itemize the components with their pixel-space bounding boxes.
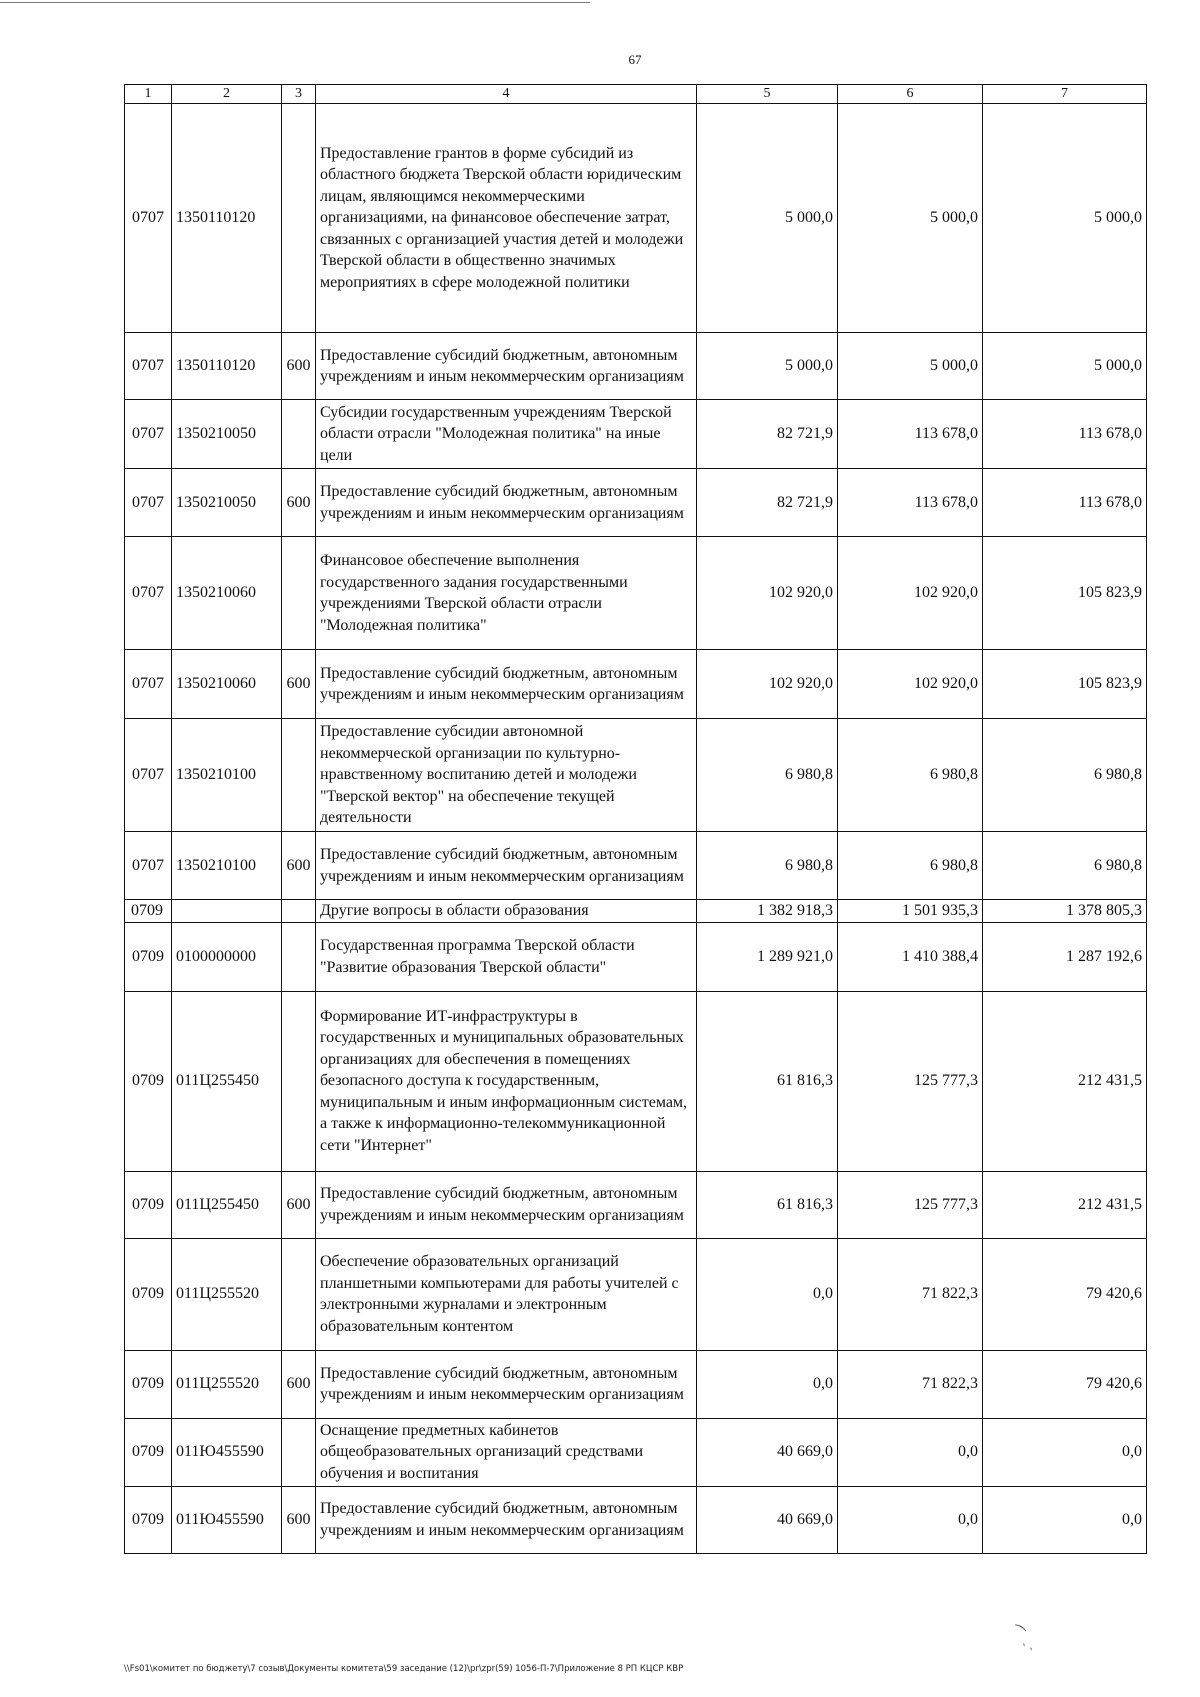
section-code: 0707 <box>125 104 172 333</box>
amount-col5: 0,0 <box>697 1350 838 1418</box>
expense-type-code <box>282 1238 316 1350</box>
amount-col5: 0,0 <box>697 1238 838 1350</box>
section-code: 0707 <box>125 400 172 469</box>
scan-artifact: ⁀ ˎ ˏ <box>1008 1625 1040 1652</box>
section-code: 0707 <box>125 469 172 537</box>
amount-col6: 102 920,0 <box>838 650 983 719</box>
amount-col7: 0,0 <box>983 1486 1147 1553</box>
amount-col5: 5 000,0 <box>697 333 838 400</box>
expense-type-code: 600 <box>282 469 316 537</box>
target-article-code: 1350110120 <box>172 104 282 333</box>
target-article-code: 1350210100 <box>172 832 282 900</box>
page-number: 67 <box>628 52 642 67</box>
section-code: 0707 <box>125 832 172 900</box>
table-row <box>125 104 1147 333</box>
section-code: 0707 <box>125 719 172 832</box>
amount-col5: 102 920,0 <box>697 650 838 719</box>
amount-col7: 0,0 <box>983 1418 1147 1486</box>
table-row <box>125 1350 1147 1418</box>
amount-col7: 79 420,6 <box>983 1238 1147 1350</box>
amount-col7: 212 431,5 <box>983 1171 1147 1238</box>
column-header: 2 <box>172 85 282 104</box>
amount-col7: 6 980,8 <box>983 719 1147 832</box>
column-header: 1 <box>125 85 172 104</box>
target-article-code: 1350210060 <box>172 537 282 650</box>
row-description: Предоставление субсидий бюджетным, автономным учреждениям и иным некоммерческим организациям <box>316 469 697 537</box>
row-description: Формирование ИТ-инфраструктуры в государственных и муниципальных образовательных организациях для обеспечения в помещениях безопасного доступа к государственным, муниципальным и иным информационным системам, а также к информационно-телекоммуникационной сети "Интернет" <box>316 991 697 1171</box>
target-article-code: 011Ц255520 <box>172 1350 282 1418</box>
amount-col6: 1 501 935,3 <box>838 900 983 923</box>
amount-col7: 212 431,5 <box>983 991 1147 1171</box>
footer-file-path: \\Fs01\комитет по бюджету\7 созыв\Документы комитета\59 заседание (12)\pr\zpr(59) 1056-П-7\Приложение 8 РП КЦСР КВР <box>124 1664 684 1674</box>
target-article-code: 1350210060 <box>172 650 282 719</box>
amount-col6: 0,0 <box>838 1486 983 1553</box>
row-description: Предоставление субсидии автономной некоммерческой организации по культурно-нравственному воспитанию детей и молодежи "Тверской вектор" на обеспечение текущей деятельности <box>316 719 697 832</box>
target-article-code: 1350210050 <box>172 400 282 469</box>
row-description: Предоставление грантов в форме субсидий из областного бюджета Тверской области юридическим лицам, являющимся некоммерческими организациями, на финансовое обеспечение затрат, связанных с организацией участия детей и молодежи Тверской области в общественно значимых мероприятиях в сфере молодежной политики <box>316 104 697 333</box>
target-article-code: 1350110120 <box>172 333 282 400</box>
amount-col6: 5 000,0 <box>838 104 983 333</box>
expense-type-code <box>282 719 316 832</box>
amount-col6: 5 000,0 <box>838 333 983 400</box>
expense-type-code: 600 <box>282 1486 316 1553</box>
table-row <box>125 922 1147 991</box>
amount-col7: 1 287 192,6 <box>983 922 1147 991</box>
row-description: Предоставление субсидий бюджетным, автономным учреждениям и иным некоммерческим организациям <box>316 832 697 900</box>
expense-type-code <box>282 1418 316 1486</box>
column-header: 6 <box>838 85 983 104</box>
amount-col5: 61 816,3 <box>697 1171 838 1238</box>
table-row <box>125 1238 1147 1350</box>
row-description: Предоставление субсидий бюджетным, автономным учреждениям и иным некоммерческим организациям <box>316 1171 697 1238</box>
target-article-code <box>172 900 282 923</box>
amount-col5: 40 669,0 <box>697 1486 838 1553</box>
table-row <box>125 1171 1147 1238</box>
expense-type-code <box>282 400 316 469</box>
table-row <box>125 719 1147 832</box>
expense-type-code: 600 <box>282 1350 316 1418</box>
row-description: Оснащение предметных кабинетов общеобразовательных организаций средствами обучения и воспитания <box>316 1418 697 1486</box>
target-article-code: 011Ю455590 <box>172 1418 282 1486</box>
row-description: Субсидии государственным учреждениям Тверской области отрасли "Молодежная политика" на иные цели <box>316 400 697 469</box>
row-description: Предоставление субсидий бюджетным, автономным учреждениям и иным некоммерческим организациям <box>316 333 697 400</box>
column-number-row <box>125 85 1147 104</box>
expense-type-code: 600 <box>282 650 316 719</box>
table-row <box>125 333 1147 400</box>
amount-col6: 125 777,3 <box>838 1171 983 1238</box>
section-code: 0709 <box>125 1350 172 1418</box>
expense-type-code: 600 <box>282 333 316 400</box>
expense-type-code: 600 <box>282 1171 316 1238</box>
target-article-code: 011Ц255450 <box>172 1171 282 1238</box>
table-row <box>125 832 1147 900</box>
expense-type-code <box>282 991 316 1171</box>
section-code: 0709 <box>125 1486 172 1553</box>
table-row <box>125 991 1147 1171</box>
amount-col5: 102 920,0 <box>697 537 838 650</box>
amount-col6: 71 822,3 <box>838 1350 983 1418</box>
budget-table <box>124 84 1147 1554</box>
amount-col6: 6 980,8 <box>838 832 983 900</box>
row-description: Предоставление субсидий бюджетным, автономным учреждениям и иным некоммерческим организациям <box>316 650 697 719</box>
section-code: 0709 <box>125 1171 172 1238</box>
amount-col5: 1 289 921,0 <box>697 922 838 991</box>
amount-col7: 105 823,9 <box>983 537 1147 650</box>
amount-col6: 102 920,0 <box>838 537 983 650</box>
table-row <box>125 1418 1147 1486</box>
amount-col7: 5 000,0 <box>983 333 1147 400</box>
amount-col5: 5 000,0 <box>697 104 838 333</box>
target-article-code: 1350210050 <box>172 469 282 537</box>
target-article-code: 011Ц255520 <box>172 1238 282 1350</box>
section-code: 0709 <box>125 991 172 1171</box>
expense-type-code <box>282 104 316 333</box>
amount-col5: 82 721,9 <box>697 469 838 537</box>
table-row <box>125 400 1147 469</box>
row-description: Другие вопросы в области образования <box>316 900 697 923</box>
row-description: Предоставление субсидий бюджетным, автономным учреждениям и иным некоммерческим организациям <box>316 1350 697 1418</box>
row-description: Предоставление субсидий бюджетным, автономным учреждениям и иным некоммерческим организациям <box>316 1486 697 1553</box>
expense-type-code <box>282 922 316 991</box>
expense-type-code <box>282 537 316 650</box>
amount-col6: 1 410 388,4 <box>838 922 983 991</box>
amount-col6: 113 678,0 <box>838 400 983 469</box>
amount-col7: 113 678,0 <box>983 469 1147 537</box>
table-row <box>125 650 1147 719</box>
row-description: Обеспечение образовательных организаций планшетными компьютерами для работы учителей с электронными журналами и электронным образовательным контентом <box>316 1238 697 1350</box>
target-article-code: 011Ц255450 <box>172 991 282 1171</box>
amount-col6: 113 678,0 <box>838 469 983 537</box>
amount-col7: 79 420,6 <box>983 1350 1147 1418</box>
amount-col7: 113 678,0 <box>983 400 1147 469</box>
table-row <box>125 1486 1147 1553</box>
amount-col6: 0,0 <box>838 1418 983 1486</box>
expense-type-code: 600 <box>282 832 316 900</box>
amount-col7: 1 378 805,3 <box>983 900 1147 923</box>
amount-col7: 5 000,0 <box>983 104 1147 333</box>
table-row <box>125 537 1147 650</box>
section-code: 0709 <box>125 922 172 991</box>
amount-col5: 40 669,0 <box>697 1418 838 1486</box>
expense-type-code <box>282 900 316 923</box>
column-header: 7 <box>983 85 1147 104</box>
row-description: Государственная программа Тверской области "Развитие образования Тверской области" <box>316 922 697 991</box>
amount-col5: 6 980,8 <box>697 832 838 900</box>
section-code: 0709 <box>125 1238 172 1350</box>
amount-col5: 61 816,3 <box>697 991 838 1171</box>
amount-col5: 82 721,9 <box>697 400 838 469</box>
section-code: 0707 <box>125 650 172 719</box>
section-code: 0709 <box>125 1418 172 1486</box>
section-code: 0707 <box>125 537 172 650</box>
amount-col6: 125 777,3 <box>838 991 983 1171</box>
amount-col5: 6 980,8 <box>697 719 838 832</box>
row-description: Финансовое обеспечение выполнения государственного задания государственными учреждениями Тверской области отрасли "Молодежная политика" <box>316 537 697 650</box>
column-header: 5 <box>697 85 838 104</box>
amount-col5: 1 382 918,3 <box>697 900 838 923</box>
amount-col7: 6 980,8 <box>983 832 1147 900</box>
target-article-code: 011Ю455590 <box>172 1486 282 1553</box>
column-header: 3 <box>282 85 316 104</box>
section-code: 0709 <box>125 900 172 923</box>
amount-col7: 105 823,9 <box>983 650 1147 719</box>
amount-col6: 6 980,8 <box>838 719 983 832</box>
scan-top-line <box>0 2 590 3</box>
target-article-code: 1350210100 <box>172 719 282 832</box>
amount-col6: 71 822,3 <box>838 1238 983 1350</box>
table-row <box>125 469 1147 537</box>
section-code: 0707 <box>125 333 172 400</box>
column-header: 4 <box>316 85 697 104</box>
table-row <box>125 900 1147 923</box>
target-article-code: 0100000000 <box>172 922 282 991</box>
